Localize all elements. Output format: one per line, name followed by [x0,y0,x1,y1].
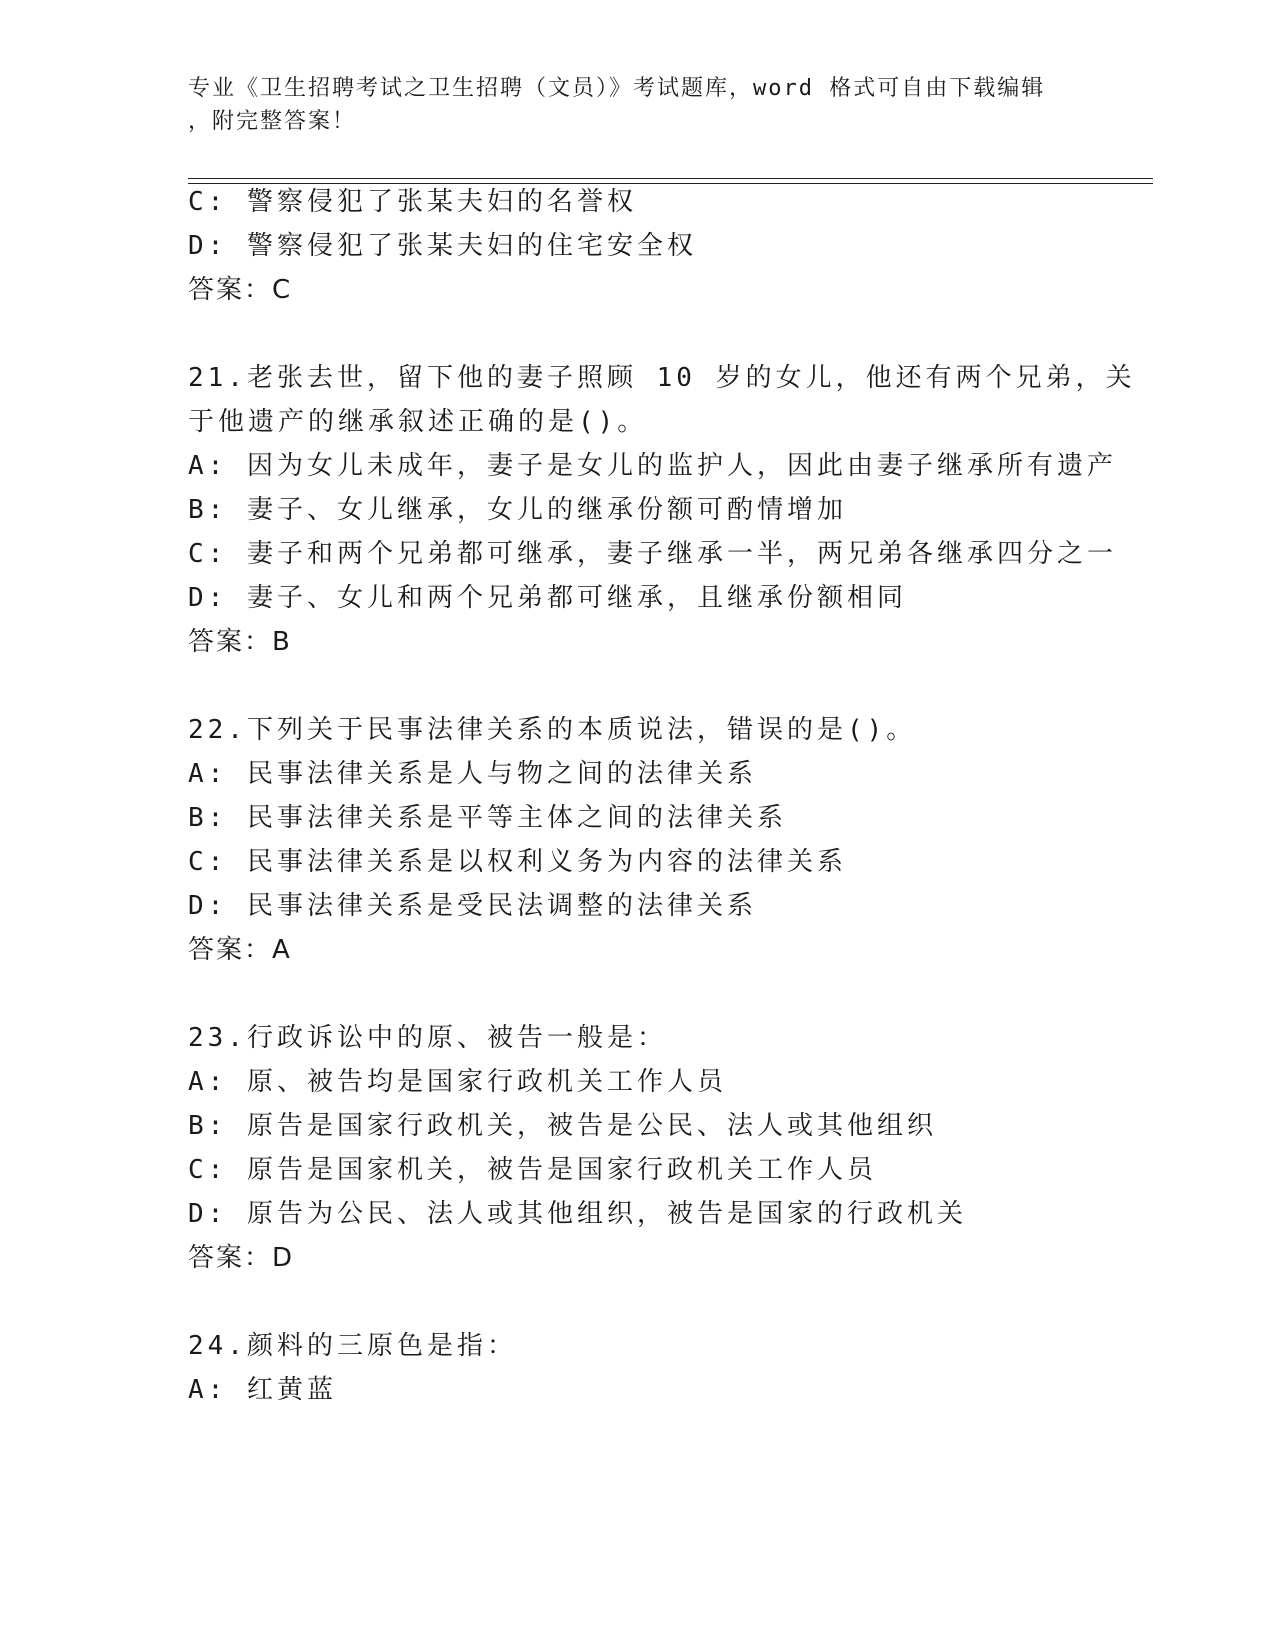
q21-stem-line-1: 21.老张去世，留下他的妻子照顾 10 岁的女儿，他还有两个兄弟，关 [188,363,1136,393]
prev-answer: 答案：C [188,275,293,305]
q22-answer: 答案：A [188,935,292,965]
document-header [188,72,1088,138]
q22-option-c: C: 民事法律关系是以权利义务为内容的法律关系 [188,847,847,877]
q23-option-c: C: 原告是国家机关，被告是国家行政机关工作人员 [188,1155,877,1185]
q21-option-a: A: 因为女儿未成年，妻子是女儿的监护人，因此由妻子继承所有遗产 [188,451,1117,481]
q21-option-b: B: 妻子、女儿继承，女儿的继承份额可酌情增加 [188,495,847,525]
q22-option-d: D: 民事法律关系是受民法调整的法律关系 [188,891,757,921]
q22-option-a: A: 民事法律关系是人与物之间的法律关系 [188,759,757,789]
q24-option-a: A: 红黄蓝 [188,1375,337,1405]
q21-stem-line-2: 于他遗产的继承叙述正确的是()。 [188,407,648,437]
header-divider-bottom [188,183,1153,184]
q23-stem: 23.行政诉讼中的原、被告一般是： [188,1023,667,1053]
header-divider-top [188,178,1153,179]
header-line-2: ，附完整答案！ [188,109,357,134]
prev-option-c: C: 警察侵犯了张某夫妇的名誉权 [188,187,637,217]
prev-option-d: D: 警察侵犯了张某夫妇的住宅安全权 [188,231,697,261]
header-line-1: 专业《卫生招聘考试之卫生招聘（文员）》考试题库，word 格式可自由下载编辑 [188,76,1046,101]
q23-answer: 答案：D [188,1243,295,1273]
q21-option-c: C: 妻子和两个兄弟都可继承，妻子继承一半，两兄弟各继承四分之一 [188,539,1117,569]
q23-option-a: A: 原、被告均是国家行政机关工作人员 [188,1067,727,1097]
q22-option-b: B: 民事法律关系是平等主体之间的法律关系 [188,803,787,833]
q24-stem: 24.颜料的三原色是指： [188,1331,517,1361]
q21-answer: 答案：B [188,627,292,657]
q21-option-d: D: 妻子、女儿和两个兄弟都可继承，且继承份额相同 [188,583,907,613]
q22-stem: 22.下列关于民事法律关系的本质说法，错误的是()。 [188,715,917,745]
q23-option-b: B: 原告是国家行政机关，被告是公民、法人或其他组织 [188,1111,937,1141]
q23-option-d: D: 原告为公民、法人或其他组织，被告是国家的行政机关 [188,1199,967,1229]
